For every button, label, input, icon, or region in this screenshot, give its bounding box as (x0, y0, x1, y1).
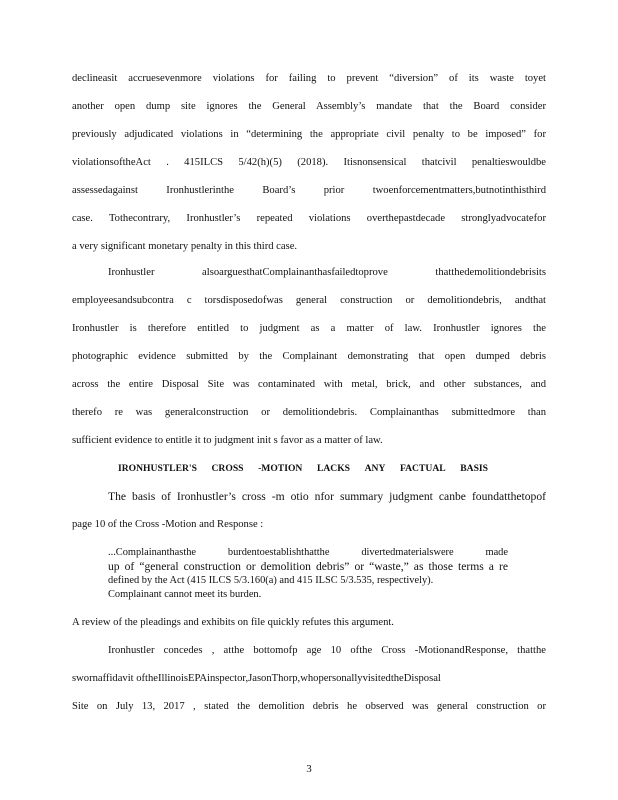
text-line: assessedagainst Ironhustlerinthe Board’s prior twoenforcementmatters,butnotinthisthird (72, 185, 546, 196)
text-line: violationsoftheAct . 415ILCS 5/42(h)(5) (2018). Itisnonsensical thatcivil penaltieswouldbe (72, 157, 546, 168)
text-line: Ironhustler concedes , atthe bottomofp age 10 ofthe Cross -MotionandResponse, thatthe (108, 645, 546, 656)
heading-word: ANY (364, 463, 386, 474)
heading-word: -MOTION (258, 463, 303, 474)
page-number: 3 (306, 763, 312, 775)
block-quote-line: Complainant cannot meet its burden. (108, 589, 262, 600)
heading-word: IRONHUSTLER'S (118, 463, 197, 474)
text-line: Ironhustler is therefore entitled to judgment as a matter of law. Ironhustler ignores the (72, 323, 546, 334)
text-line: swornaffidavit oftheIllinoisEPAinspector,JasonThorp,whopersonallyvisitedtheDisposal (72, 673, 441, 684)
heading-word: CROSS (211, 463, 244, 474)
heading-word: BASIS (460, 463, 488, 474)
block-quote-line: defined by the Act (415 ILCS 5/3.160(a) and 415 ILSC 5/3.535, respectively). (108, 575, 434, 586)
text-line: across the entire Disposal Site was contaminated with metal, brick, and other substances, and (72, 379, 546, 390)
text-line: previously adjudicated violations in “determining the appropriate civil penalty to be imposed” for (72, 129, 546, 140)
text-line: The basis of Ironhustler’s cross -m otio nfor summary judgment canbe foundatthetopof (108, 490, 546, 503)
heading-word: FACTUAL (399, 463, 446, 474)
text-line: case. Tothecontrary, Ironhustler’s repeated violations overthepastdecade stronglyadvocatefor (72, 213, 546, 224)
text-line: a very significant monetary penalty in this third case. (72, 241, 298, 252)
block-quote-line: up of “general construction or demolition debris” or “waste,” as those terms a re (108, 560, 508, 573)
text-line: A review of the pleadings and exhibits on file quickly refutes this argument. (72, 617, 394, 628)
section-heading (118, 463, 488, 474)
text-line: employeesandsubcontra c torsdisposedofwas general construction or demolitiondebris, andthat (72, 295, 546, 306)
text-line: sufficient evidence to entitle it to judgment init s favor as a matter of law. (72, 435, 383, 446)
text-line: another open dump site ignores the General Assembly’s mandate that the Board consider (72, 101, 546, 112)
text-line: Ironhustler alsoarguesthatComplainanthasfailedtoprove thatthedemolitiondebrisits (108, 267, 546, 278)
text-line: page 10 of the Cross -Motion and Response : (72, 519, 264, 530)
heading-word: LACKS (316, 463, 350, 474)
block-quote-line: ...Complainanthasthe burdentoestablishthatthe divertedmaterialswere made (108, 547, 508, 558)
text-line: photographic evidence submitted by the Complainant demonstrating that open dumped debris (72, 351, 546, 362)
text-line: therefo re was generalconstruction or demolitiondebris. Complainanthas submittedmore than (72, 407, 546, 418)
text-line: Site on July 13, 2017 , stated the demolition debris he observed was general construction or (72, 701, 546, 712)
text-line: declineasit accruesevenmore violations for failing to prevent “diversion” of its waste toyet (72, 73, 546, 84)
